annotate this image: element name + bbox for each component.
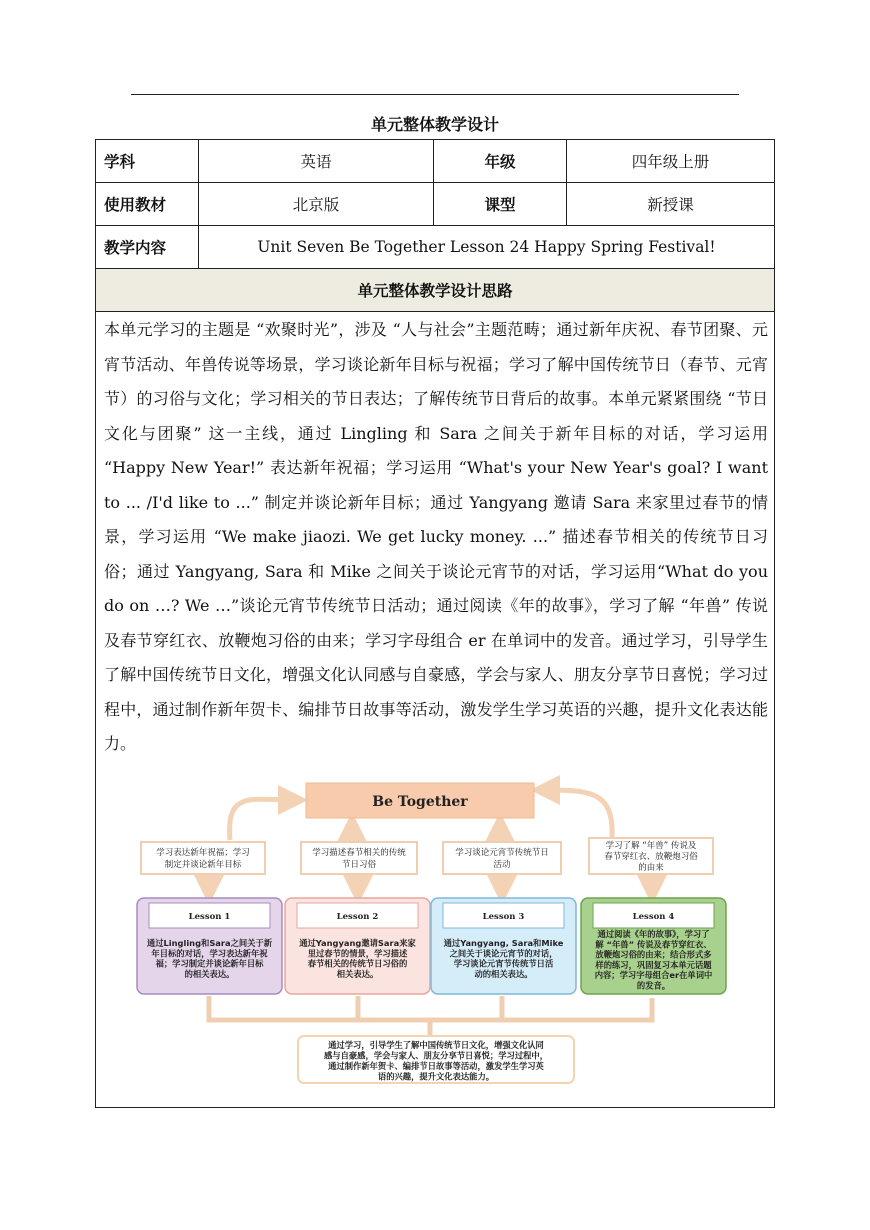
textbook-value: 北京版: [199, 183, 434, 226]
lesson-text: 春节相关的传统节日习俗的: [307, 958, 408, 969]
lesson-text: 通过Yangyang, Sara和Mike: [443, 938, 564, 948]
lesson-text: 学习谈论元宵节传统节日活: [453, 958, 554, 969]
lesson-text: 样的练习，巩固复习本单元话题: [595, 959, 712, 970]
subject-label: 学科: [96, 140, 199, 183]
goal-text: 学习了解 “年兽” 传说及: [605, 841, 697, 851]
lesson-text: 放鞭炮习俗的由来；结合形式多: [595, 949, 712, 960]
lesson-text: 的发音。: [636, 980, 671, 991]
content-label: 教学内容: [96, 226, 199, 269]
summary-connector: [209, 996, 652, 1036]
lesson-text: 内容；学习字母组合er在单词中: [594, 970, 713, 981]
goal-box-1: [141, 842, 265, 874]
content-value: Unit Seven Be Together Lesson 24 Happy Spring Festival!: [199, 226, 775, 269]
section-title: 单元整体教学设计思路: [96, 269, 775, 312]
lesson-text: 动的相关表达。: [474, 968, 533, 979]
goal-box-3: [443, 842, 561, 874]
lesson-type-value: 新授课: [567, 183, 775, 226]
lesson-text: 通过Lingling和Sara之间关于新: [146, 938, 273, 948]
goal-text: 制定并谈论新年目标: [164, 860, 242, 870]
lesson-card-3: [431, 898, 576, 994]
grade-value: 四年级上册: [567, 140, 775, 183]
lesson-text: 通过阅读《年的故事》，学习了: [597, 929, 710, 939]
lesson-text: 之间关于谈论元宵节的对话，: [449, 948, 558, 959]
lesson-text: 福；学习制定并谈论新年目标: [155, 958, 264, 969]
lesson-card-2: [285, 898, 430, 994]
goal-text: 节日习俗: [341, 860, 377, 870]
goal-text: 学习表达新年祝福；学习: [156, 848, 250, 858]
goal-box-2: [301, 842, 417, 874]
design-paragraph: 本单元学习的主题是 “欢聚时光”，涉及 “人与社会”主题范畴；通过新年庆祝、春节团聚、元宵节活动、年兽传说等场景，学习谈论新年目标与祝福；学习了解中国传统节日（春节、元宵节）的习俗与文化；学习相关的节日表达；了解传统节日背后的故事。本单元紧紧围绕 “节日文化与团聚” 这一主线，通过 Lingling 和 Sara 之间关于新年目标的对话，学习运用 “Happy New Year!” 表达新年祝福；学习运用 “What's your New Year's goal? I want to ... /I'd like to ...” 制定并谈论新年目标；通过 Yangyang 邀请 Sara 来家里过春节的情景，学习运用 “We make jiaozi. We get lucky money. ...” 描述春节相关的传统节日习俗；通过 Yangyang, Sara 和 Mike 之间关于谈论元宵节的对话，学习运用“What do you do on …? We …”谈论元宵节传统节日活动；通过阅读《年的故事》，学习了解 “年兽” 传说及春节穿红衣、放鞭炮习俗的由来；学习字母组合 er 在单词中的发音。通过学习，引导学生了解中国传统节日文化，增强文化认同感与自豪感，学会与家人、朋友分享节日喜悦；学习过程中，通过制作新年贺卡、编排节日故事等活动，激发学生学习英语的兴趣，提升文化表达能力。: [104, 320, 768, 753]
lesson-text: 年目标的对话，学习表达新年祝: [151, 948, 268, 959]
lesson-text: 通过Yangyang邀请Sara来家: [299, 938, 416, 948]
lesson-title: Lesson 2: [336, 912, 379, 922]
lesson-card-4: [581, 898, 726, 994]
grade-label: 年级: [434, 140, 567, 183]
goal-box-4: [589, 838, 713, 874]
document-title: 单元整体教学设计: [370, 115, 499, 134]
goal-text: 活动: [493, 860, 511, 870]
lesson-text: 解 “年兽” 传说及春节穿红衣、: [595, 939, 712, 950]
goal-text: 学习谈论元宵节传统节日: [455, 848, 549, 858]
lesson-title: Lesson 3: [482, 912, 525, 922]
summary-text: 通过学习，引导学生了解中国传统节日文化，增强文化认同: [328, 1040, 544, 1050]
arrow-left-curve: [230, 799, 298, 840]
lesson-text: 相关表达。: [336, 968, 379, 979]
lesson-type-label: 课型: [434, 183, 567, 226]
lesson-title: Lesson 4: [632, 912, 675, 922]
lesson-text: 里过春节的情景，学习描述: [307, 948, 408, 959]
lesson-title: Lesson 1: [188, 912, 231, 922]
lesson-card-1: [137, 898, 282, 994]
goal-text: 春节穿红衣、放鞭炮习俗: [604, 852, 698, 862]
center-label: Be Together: [372, 794, 468, 810]
summary-text: 语的兴趣，提升文化表达能力。: [377, 1071, 495, 1082]
summary-text: 通过制作新年贺卡、编排节日故事等活动，激发学生学习英: [328, 1061, 544, 1071]
summary-text: 感与自豪感，学会与家人、朋友分享节日喜悦；学习过程中，: [323, 1050, 549, 1061]
subject-value: 英语: [199, 140, 434, 183]
goal-text: 的由来: [638, 863, 664, 873]
lesson-text: 的相关表达。: [184, 968, 235, 979]
goal-text: 学习描述春节相关的传统: [312, 848, 406, 858]
arrow-right-curve: [540, 790, 612, 838]
textbook-label: 使用教材: [96, 183, 199, 226]
